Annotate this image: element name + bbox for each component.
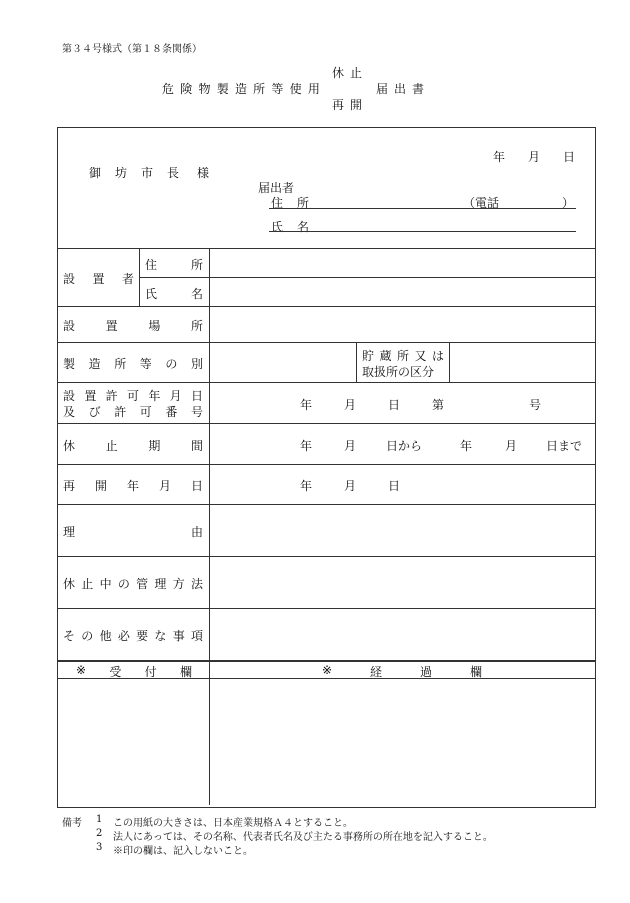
permit-month: 月 (344, 398, 357, 412)
permit-number-prefix: 第 (432, 398, 445, 412)
applicant-address-line[interactable] (269, 208, 576, 209)
note-item: 法人にあっては、その名称、代表者氏名及び主たる事務所の所在地を記入すること。 (113, 832, 493, 843)
footer-divider (58, 660, 595, 662)
install-location-field[interactable] (210, 307, 594, 341)
period-to-month: 月 (505, 439, 518, 453)
facility-type-label: 製 造 所 等 の 別 (63, 357, 203, 371)
installer-address-field[interactable] (210, 249, 594, 276)
notes-label: 備考 (62, 818, 82, 829)
reason-label: 理 由 (63, 525, 203, 539)
management-method-label: 休 止 中 の 管 理 方 法 (63, 577, 203, 591)
note-item: ※印の欄は、記入しないこと。 (113, 846, 253, 857)
install-location-label: 設 置 場 所 (63, 319, 203, 333)
title-option-suspend: 休 止 (332, 66, 362, 80)
resume-month: 月 (344, 479, 357, 493)
facility-subdivider (356, 342, 357, 382)
facility-type-field[interactable] (210, 343, 355, 381)
permit-number-suffix: 号 (529, 398, 542, 412)
progress-column-label: ※ 経 過 欄 (322, 663, 482, 679)
period-from-month: 月 (344, 439, 357, 453)
installer-subdivider (139, 248, 140, 306)
reason-field[interactable] (210, 505, 594, 555)
note-number: 3 (96, 842, 103, 853)
storage-label-line1: 貯 蔵 所 又 は (362, 349, 444, 363)
installer-name-field[interactable] (210, 278, 594, 305)
note-number: 1 (96, 814, 103, 825)
period-from-year: 年 (300, 439, 313, 453)
note-number: 2 (96, 828, 103, 839)
applicant-label: 届出者 (258, 181, 295, 195)
permit-label-line1: 設 置 許 可 年 月 日 (63, 389, 203, 403)
resume-day: 日 (388, 479, 401, 493)
title-option-resume: 再 開 (332, 98, 362, 112)
resume-date-field[interactable] (210, 465, 594, 503)
installer-address-label: 住 所 (145, 258, 203, 272)
installer-name-label: 氏 名 (145, 287, 203, 301)
reception-column-label: ※ 受 付 欄 (76, 663, 192, 679)
note-item: この用紙の大きさは、日本産業規格Ａ４とすること。 (113, 818, 353, 829)
applicant-name-label: 氏 名 (271, 220, 309, 234)
period-from-day: 日から (386, 439, 423, 453)
addressee: 御 坊 市 長 様 (89, 166, 209, 180)
reception-area (58, 680, 208, 805)
applicant-name-line[interactable] (269, 231, 576, 232)
other-matters-field[interactable] (210, 609, 594, 659)
resume-date-label: 再 開 年 月 日 (63, 479, 203, 493)
period-to-year: 年 (460, 439, 473, 453)
applicant-address-label: 住 所 (271, 196, 309, 210)
storage-type-field[interactable] (450, 343, 594, 381)
submission-date[interactable]: 年 月 日 (493, 150, 575, 164)
phone-close: ） (562, 196, 575, 210)
form-title-main: 危 険 物 製 造 所 等 使 用 (162, 82, 320, 96)
progress-area (210, 680, 594, 805)
suspension-period-label: 休 止 期 間 (63, 439, 203, 453)
permit-day: 日 (388, 398, 401, 412)
management-method-field[interactable] (210, 557, 594, 607)
permit-label-line2: 及 び 許 可 番 号 (63, 405, 203, 419)
resume-year: 年 (300, 479, 313, 493)
permit-year: 年 (300, 398, 313, 412)
storage-label-line2: 取扱所の区分 (362, 365, 435, 379)
title-suffix: 届 出 書 (376, 82, 424, 96)
phone-label: （電話 (463, 196, 500, 210)
other-matters-label: そ の 他 必 要 な 事 項 (63, 629, 203, 643)
form-number: 第３４号様式（第１８条関係） (62, 44, 202, 55)
installer-label: 設 置 者 (63, 272, 134, 286)
period-to-day: 日まで (546, 439, 583, 453)
